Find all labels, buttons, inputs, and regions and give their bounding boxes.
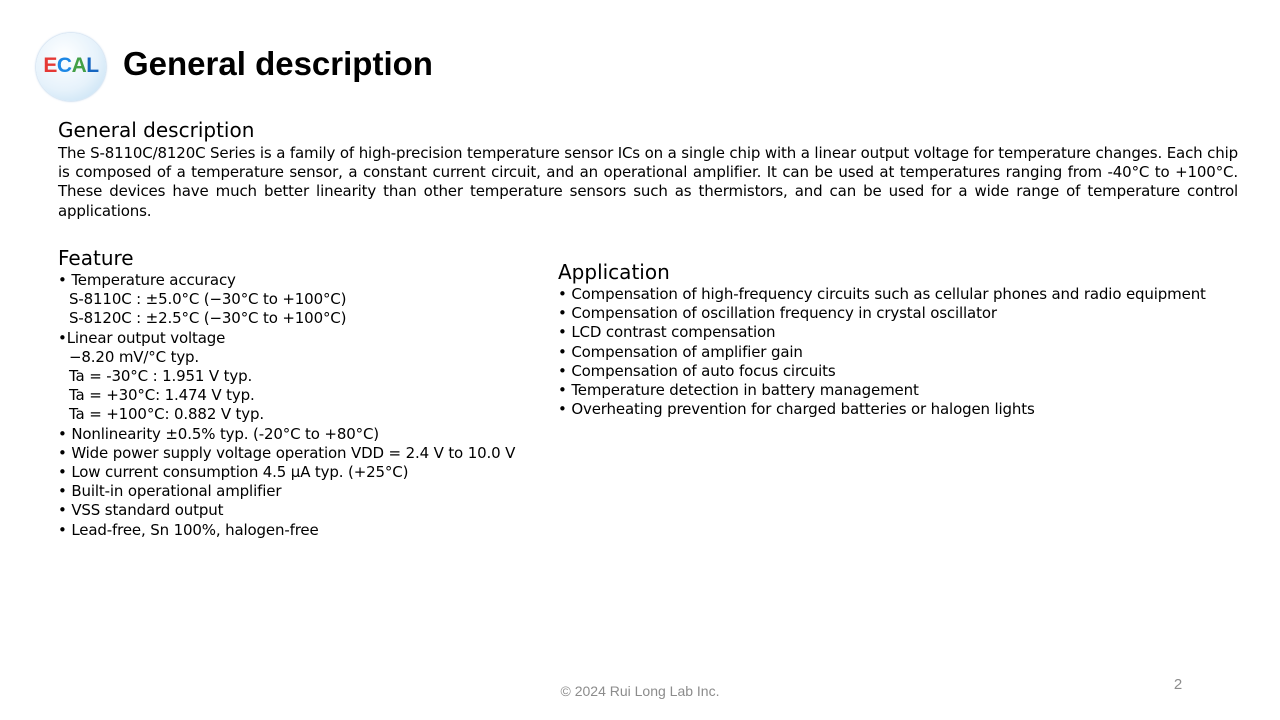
general-description-body: The S-8110C/8120C Series is a family of high-precision temperature sensor ICs on a single chip with a linear output voltage for temperature changes. Each chip is composed of a temperature sensor, a constant current circuit, and an operational amplifier. It can be used at temperatures ranging from -40°C to +100°C. These devices have much better linearity than other temperature sensors such as thermistors, and can be used for a wide range of temperature control applications. (58, 144, 1238, 220)
feature-subitem: S-8110C : ±5.0°C (−30°C to +100°C) (69, 290, 347, 309)
feature-list (58, 271, 515, 540)
logo-text (36, 54, 106, 78)
feature-item: • Temperature accuracy (58, 271, 236, 289)
feature-item: • Lead-free, Sn 100%, halogen-free (58, 520, 319, 539)
page-title: General description (123, 45, 433, 82)
feature-heading: Feature (58, 246, 134, 270)
page-number: 2 (1173, 676, 1183, 693)
logo-letter: A (71, 54, 87, 77)
application-item: • Compensation of high-frequency circuits such as cellular phones and radio equipment (558, 285, 1206, 303)
feature-subitem: S-8120C : ±2.5°C (−30°C to +100°C) (69, 309, 347, 328)
feature-subitem: Ta = -30°C : 1.951 V typ. (69, 367, 253, 386)
logo (36, 33, 106, 101)
feature-item: • VSS standard output (58, 501, 224, 520)
feature-item: • Low current consumption 4.5 µA typ. (+25°C) (58, 463, 409, 482)
feature-item: • Wide power supply voltage operation VDD = 2.4 V to 10.0 V (58, 443, 516, 462)
application-item: • Compensation of oscillation frequency in crystal oscillator (558, 304, 997, 323)
general-description-heading: General description (58, 118, 255, 142)
application-list (558, 285, 1206, 419)
feature-item: • Nonlinearity ±0.5% typ. (-20°C to +80°C) (58, 424, 380, 443)
copyright-footer: © 2024 Rui Long Lab Inc. (560, 683, 720, 699)
feature-subitem: −8.20 mV/°C typ. (69, 347, 200, 366)
application-item: • LCD contrast compensation (558, 323, 776, 342)
feature-subitem: Ta = +100°C: 0.882 V typ. (69, 405, 265, 424)
logo-letter: E (43, 54, 57, 77)
feature-item: •Linear output voltage (58, 328, 226, 347)
application-item: • Compensation of auto focus circuits (558, 361, 836, 380)
application-item: • Compensation of amplifier gain (558, 342, 803, 361)
application-item: • Temperature detection in battery management (558, 381, 919, 400)
application-heading: Application (558, 260, 670, 284)
feature-item: • Built-in operational amplifier (58, 482, 282, 501)
logo-letter: L (86, 54, 99, 77)
application-item: • Overheating prevention for charged batteries or halogen lights (558, 400, 1035, 419)
feature-subitem: Ta = +30°C: 1.474 V typ. (69, 386, 255, 405)
logo-letter: C (56, 54, 72, 77)
